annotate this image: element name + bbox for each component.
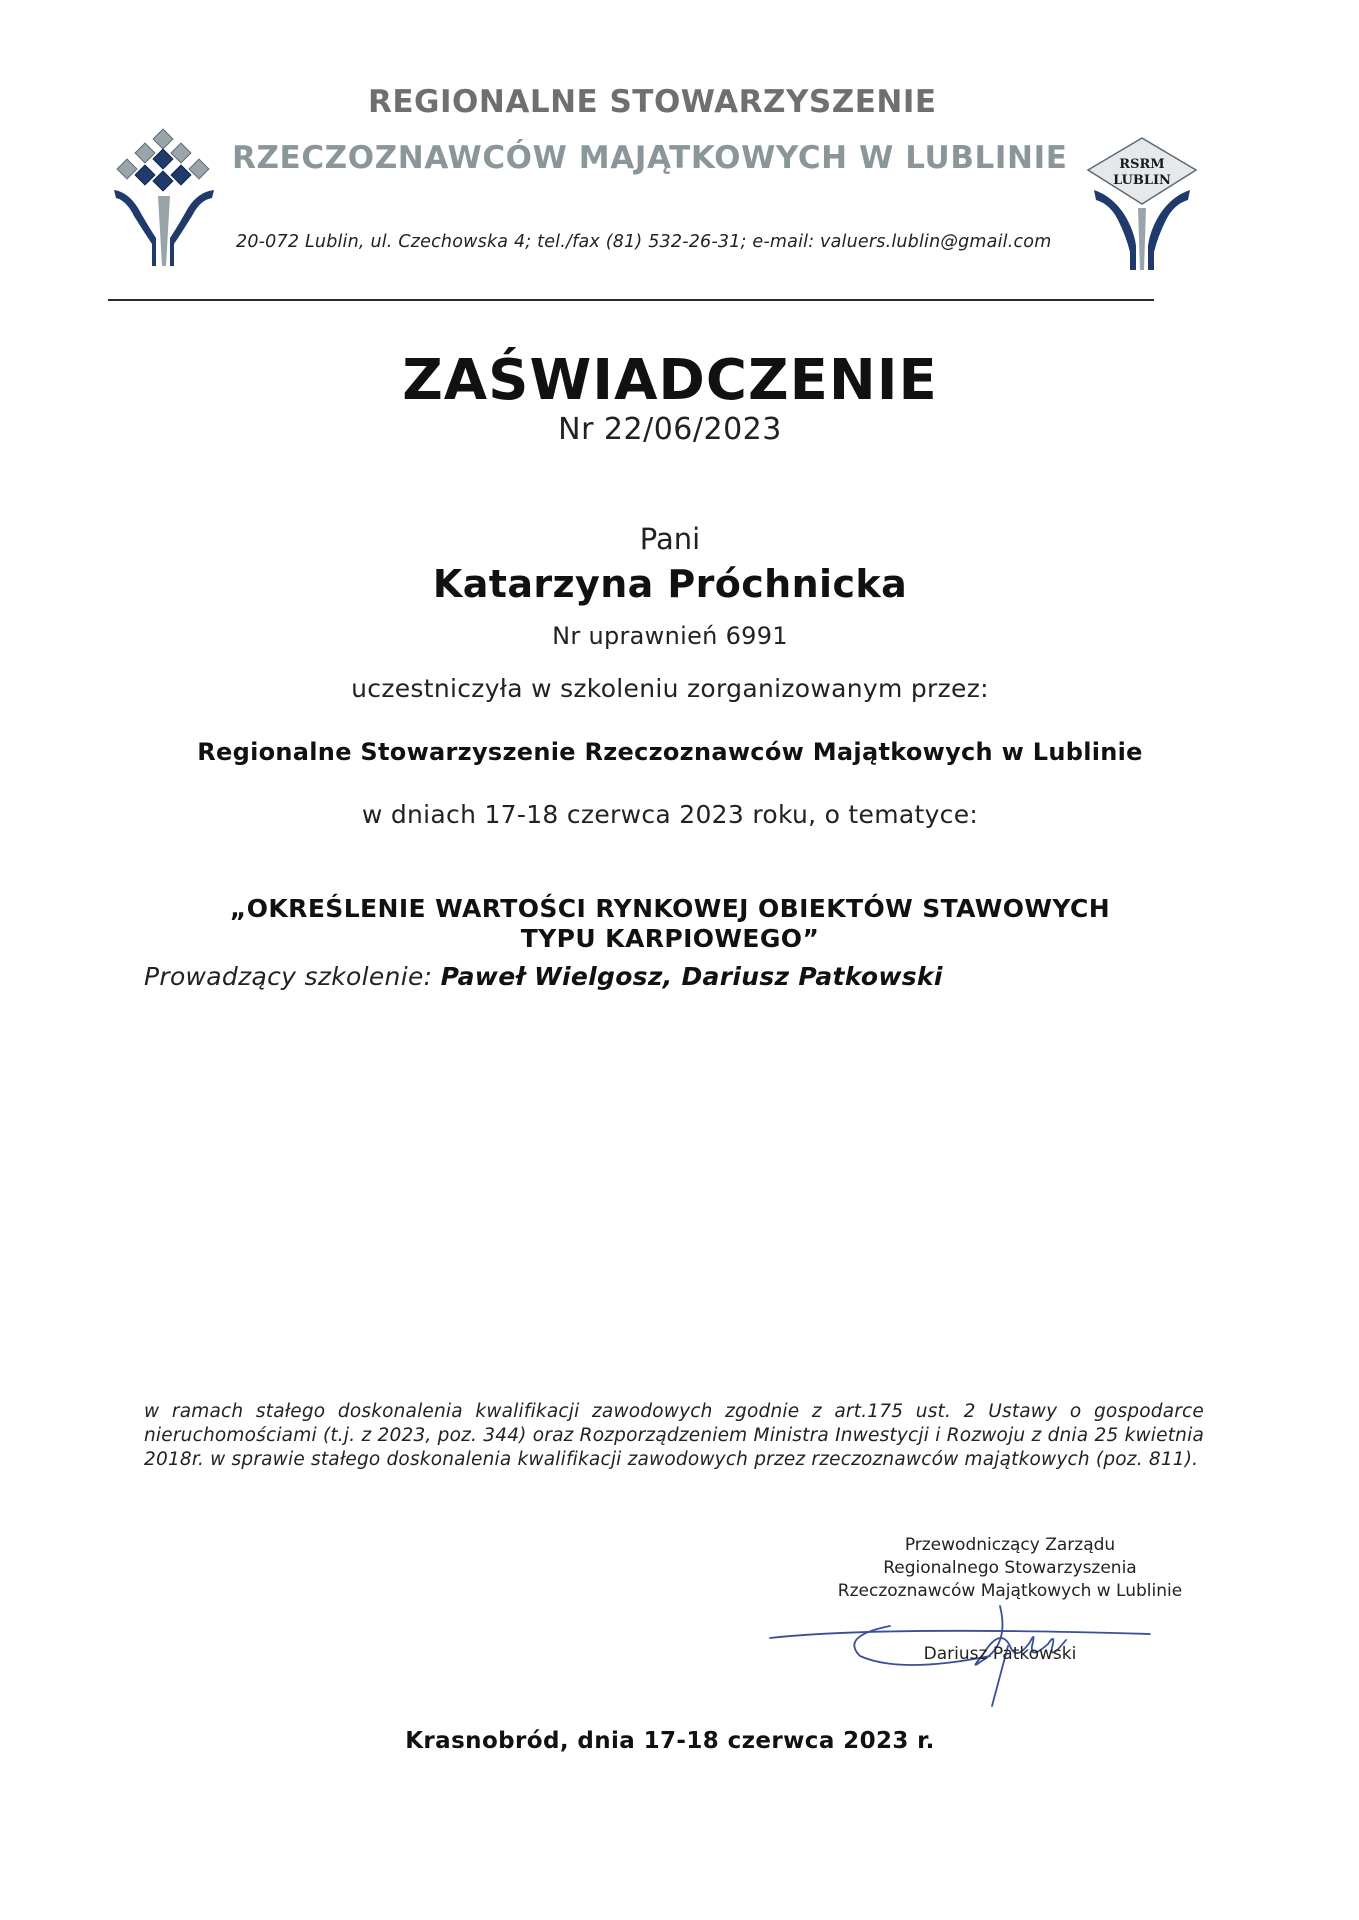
header-divider <box>108 299 1154 301</box>
organization-address: 20-072 Lublin, ul. Czechowska 4; tel./fax (81) 532-26-31; e-mail: valuers.lublin@gmail.com <box>236 232 1052 252</box>
training-topic <box>0 894 1340 954</box>
organization-logo-left <box>108 128 220 268</box>
seal-text-rsrm: RSRM <box>1119 157 1165 172</box>
certificate-number: Nr 22/06/2023 <box>558 412 782 447</box>
trainers-label: Prowadzący szkolenie: <box>144 962 433 991</box>
participation-statement: uczestniczyła w szkoleniu zorganizowanym przez: <box>351 674 989 703</box>
signatory-line1: Przewodniczący Zarządu <box>904 1535 1116 1555</box>
organization-name-line2: RZECZOZNAWCÓW MAJĄTKOWYCH W LUBLINIE <box>232 140 1068 176</box>
license-number: Nr uprawnień 6991 <box>552 622 788 650</box>
salutation: Pani <box>639 522 701 556</box>
organization-name-line1: REGIONALNE STOWARZYSZENIE <box>368 84 937 120</box>
certificate-title: ZAŚWIADCZENIE <box>402 348 938 413</box>
signatory-line3: Rzeczoznawców Majątkowych w Lublinie <box>837 1581 1183 1601</box>
training-topic-line2: TYPU KARPIOWEGO” <box>520 924 820 953</box>
rsrm-lublin-seal <box>1084 134 1200 272</box>
signatory-name: Dariusz Patkowski <box>923 1644 1077 1664</box>
organizer-name: Regionalne Stowarzyszenie Rzeczoznawców Majątkowych w Lublinie <box>197 738 1143 766</box>
training-topic-line1: „OKREŚLENIE WARTOŚCI RYNKOWEJ OBIEKTÓW STAWOWYCH <box>229 894 1111 923</box>
place-and-date: Krasnobród, dnia 17-18 czerwca 2023 r. <box>405 1728 935 1754</box>
signatory-line2: Regionalnego Stowarzyszenia <box>883 1558 1137 1578</box>
recipient-name: Katarzyna Próchnicka <box>432 562 908 606</box>
legal-basis-text: w ramach stałego doskonalenia kwalifikacji zawodowych zgodnie z art.175 ust. 2 Ustawy o gospodarce nieruchomościami (t.j. z 2023, poz. 344) oraz Rozporządzeniem Ministra Inwestycji i Rozwoju z dnia 25 kwietnia 2018r. w sprawie stałego doskonalenia kwalifikacji zawodowych przez rzeczoznawców majątkowych (poz. 811). <box>144 1401 1204 1470</box>
training-dates: w dniach 17-18 czerwca 2023 roku, o tematyce: <box>361 800 979 829</box>
trainers <box>144 962 943 991</box>
trainers-names: Paweł Wielgosz, Dariusz Patkowski <box>440 962 943 991</box>
seal-text-lublin: LUBLIN <box>1113 173 1171 188</box>
